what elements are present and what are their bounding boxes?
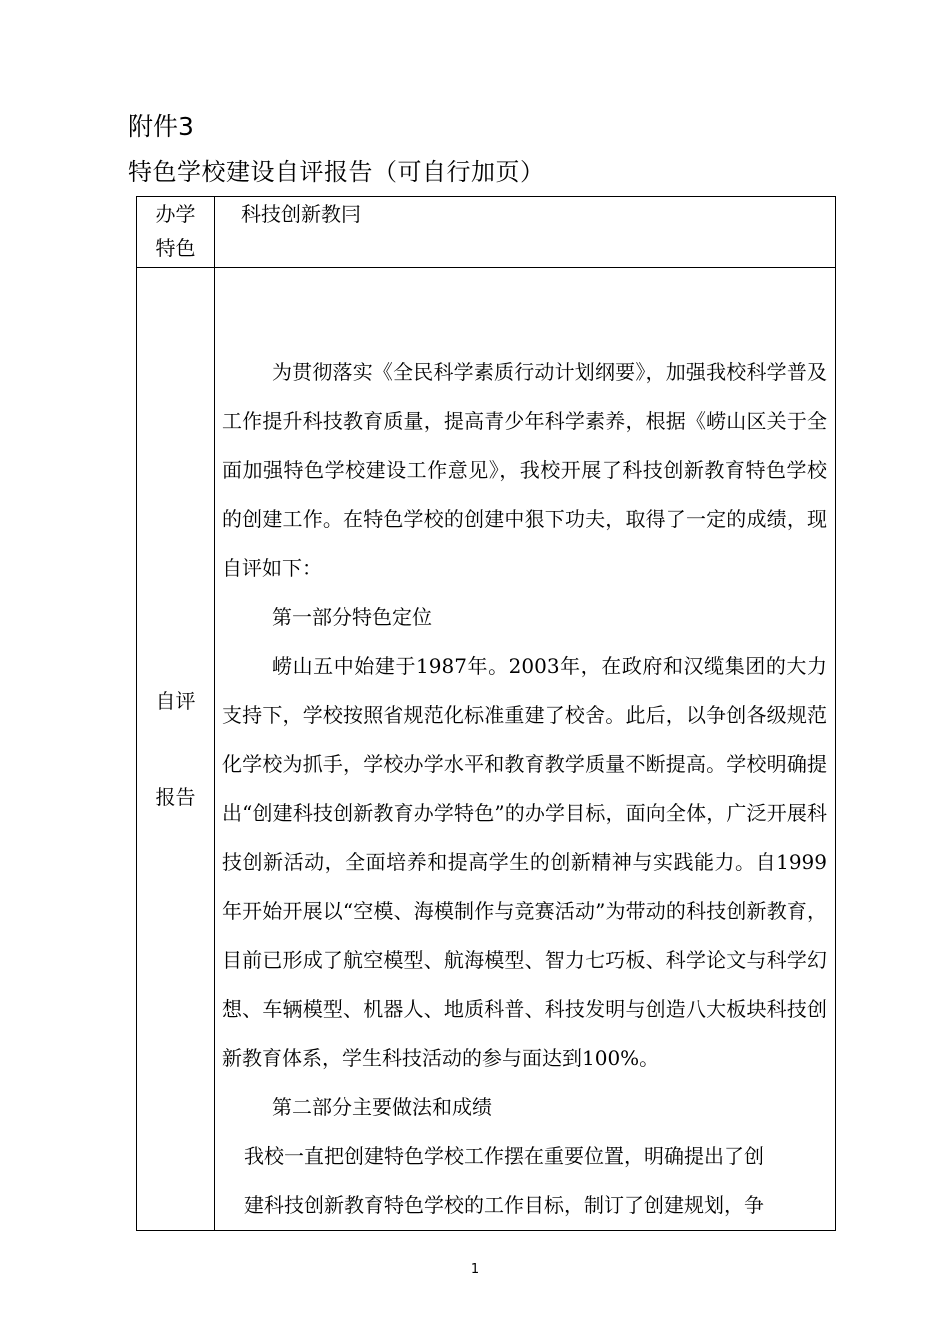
section-heading-1: 第一部分特色定位: [272, 605, 432, 629]
report-label-line2: 报告: [155, 785, 196, 809]
practice-paragraph-line1: 我校一直把创建特色学校工作摆在重要位置，明确提出了创: [244, 1144, 764, 1168]
report-label-cell: [137, 268, 215, 1231]
document-title: 特色学校建设自评报告（可自行加页）: [128, 158, 545, 186]
feature-row: [137, 197, 836, 268]
report-content-cell: [215, 268, 836, 1231]
section-heading-2: 第二部分主要做法和成绩: [272, 1095, 492, 1119]
attachment-label: 附件3: [128, 112, 194, 141]
positioning-paragraph: 崂山五中始建于1987年。2003年，在政府和汉缆集团的大力支持下，学校按照省规范化标准重建了校舍。此后，以争创各级规范化学校为抓手，学校办学水平和教育教学质量不断提高。学校明确提出“创建科技创新教育办学特色”的办学目标，面向全体，广泛开展科技创新活动，全面培养和提高学生的创新精神与实践能力。自1999年开始开展以“空模、海模制作与竞赛活动”为带动的科技创新教育，目前已形成了航空模型、航海模型、智力七巧板、科学论文与科学幻想、车辆模型、机器人、地质科普、科技发明与创造八大板块科技创新教育体系，学生科技活动的参与面达到100%。: [222, 654, 827, 1070]
feature-label-line1: 办学: [155, 202, 196, 226]
report-row: [137, 268, 836, 1231]
report-label-line1: 自评: [155, 689, 196, 713]
page-number: 1: [470, 1262, 480, 1277]
feature-label-line2: 特色: [155, 236, 196, 260]
intro-paragraph: 为贯彻落实《全民科学素质行动计划纲要》，加强我校科学普及工作提升科技教育质量，提高青少年科学素养，根据《崂山区关于全面加强特色学校建设工作意见》，我校开展了科技创新教育特色学校的创建工作。在特色学校的创建中狠下功夫，取得了一定的成绩，现自评如下：: [222, 360, 827, 580]
feature-value-cell: [215, 197, 836, 268]
feature-value: 科技创新教冃: [241, 202, 361, 226]
feature-label-cell: [137, 197, 215, 268]
self-evaluation-table: [136, 196, 836, 1231]
practice-paragraph-line2: 建科技创新教育特色学校的工作目标，制订了创建规划，争: [244, 1193, 764, 1217]
